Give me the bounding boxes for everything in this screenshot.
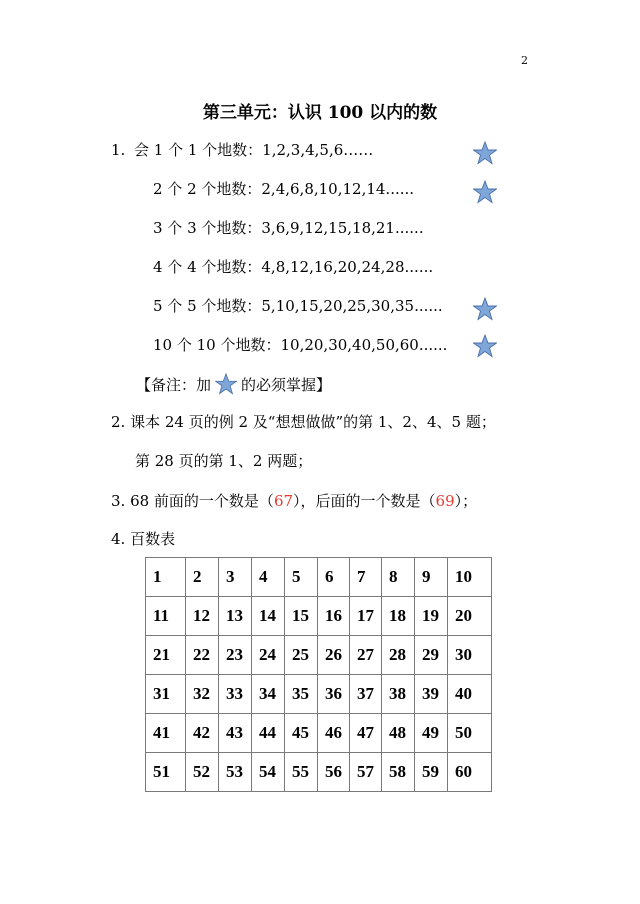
table-cell: 29 — [415, 636, 448, 675]
table-cell: 18 — [382, 597, 415, 636]
table-row — [146, 753, 492, 792]
table-cell: 37 — [350, 675, 382, 714]
item3-part2: ），后面的一个数是（ — [293, 492, 436, 510]
table-cell: 41 — [146, 714, 186, 753]
page-number: 2 — [521, 54, 528, 67]
count-row-6: 10 个 10 个地数：10,20,30,40,50,60...... — [153, 336, 448, 354]
item1-prefix: 1. — [111, 141, 126, 159]
table-cell: 46 — [318, 714, 350, 753]
item2-line2: 第 28 页的第 1、2 两题； — [135, 452, 313, 470]
table-cell: 49 — [415, 714, 448, 753]
table-cell: 20 — [448, 597, 492, 636]
table-cell: 22 — [186, 636, 219, 675]
table-cell: 15 — [285, 597, 318, 636]
page-title: 第三单元：认识 100 以内的数 — [202, 103, 438, 123]
table-cell: 5 — [285, 558, 318, 597]
item2-line1: 2. 课本 24 页的例 2 及“想想做做”的第 1、2、4、5 题； — [111, 413, 496, 431]
table-cell: 8 — [382, 558, 415, 597]
table-cell: 27 — [350, 636, 382, 675]
count-row-2: 2 个 2 个地数：2,4,6,8,10,12,14...... — [153, 180, 415, 198]
table-row — [146, 597, 492, 636]
table-cell: 53 — [219, 753, 252, 792]
table-cell: 59 — [415, 753, 448, 792]
note-after: 的必须掌握】 — [241, 376, 332, 394]
table-cell: 25 — [285, 636, 318, 675]
item4-label: 4. 百数表 — [111, 530, 176, 548]
table-cell: 14 — [252, 597, 285, 636]
table-row — [146, 558, 492, 597]
star-icon — [473, 334, 497, 358]
table-cell: 42 — [186, 714, 219, 753]
table-cell: 51 — [146, 753, 186, 792]
table-cell: 32 — [186, 675, 219, 714]
table-cell: 50 — [448, 714, 492, 753]
table-cell: 31 — [146, 675, 186, 714]
table-cell: 3 — [219, 558, 252, 597]
table-cell: 6 — [318, 558, 350, 597]
table-cell: 21 — [146, 636, 186, 675]
table-cell: 58 — [382, 753, 415, 792]
item3-line — [111, 491, 477, 511]
table-cell: 16 — [318, 597, 350, 636]
table-cell: 9 — [415, 558, 448, 597]
table-cell: 4 — [252, 558, 285, 597]
table-cell: 1 — [146, 558, 186, 597]
table-cell: 36 — [318, 675, 350, 714]
table-cell: 17 — [350, 597, 382, 636]
table-cell: 55 — [285, 753, 318, 792]
table-cell: 47 — [350, 714, 382, 753]
table-cell: 24 — [252, 636, 285, 675]
item3-part1: 3. 68 前面的一个数是（ — [111, 492, 274, 510]
table-cell: 57 — [350, 753, 382, 792]
table-cell: 43 — [219, 714, 252, 753]
table-cell: 48 — [382, 714, 415, 753]
table-cell: 11 — [146, 597, 186, 636]
table-cell: 45 — [285, 714, 318, 753]
table-cell: 30 — [448, 636, 492, 675]
note-before: 【备注：加 — [136, 376, 212, 394]
table-cell: 23 — [219, 636, 252, 675]
note-line — [136, 373, 331, 395]
table-cell: 35 — [285, 675, 318, 714]
table-cell: 38 — [382, 675, 415, 714]
table-row — [146, 636, 492, 675]
table-cell: 19 — [415, 597, 448, 636]
answer-after: 69 — [435, 492, 455, 510]
count-row-4: 4 个 4 个地数：4,8,12,16,20,24,28...... — [153, 258, 434, 276]
table-cell: 44 — [252, 714, 285, 753]
star-icon — [215, 373, 237, 395]
star-icon — [473, 180, 497, 204]
hundred-table — [145, 557, 492, 792]
item3-part3: ）； — [454, 492, 478, 510]
table-cell: 12 — [186, 597, 219, 636]
star-icon — [473, 141, 497, 165]
table-cell: 7 — [350, 558, 382, 597]
count-row-3: 3 个 3 个地数：3,6,9,12,15,18,21...... — [153, 219, 424, 237]
table-cell: 56 — [318, 753, 350, 792]
table-cell: 39 — [415, 675, 448, 714]
answer-before: 67 — [273, 492, 294, 510]
table-cell: 60 — [448, 753, 492, 792]
table-cell: 10 — [448, 558, 492, 597]
table-cell: 54 — [252, 753, 285, 792]
table-cell: 40 — [448, 675, 492, 714]
star-icon — [473, 297, 497, 321]
table-row — [146, 675, 492, 714]
count-row-5: 5 个 5 个地数：5,10,15,20,25,30,35...... — [153, 297, 443, 315]
table-cell: 13 — [219, 597, 252, 636]
count-row-1: 会 1 个 1 个地数：1,2,3,4,5,6…… — [134, 141, 374, 159]
table-cell: 33 — [219, 675, 252, 714]
table-cell: 52 — [186, 753, 219, 792]
table-cell: 2 — [186, 558, 219, 597]
table-cell: 34 — [252, 675, 285, 714]
table-row — [146, 714, 492, 753]
table-cell: 28 — [382, 636, 415, 675]
table-cell: 26 — [318, 636, 350, 675]
